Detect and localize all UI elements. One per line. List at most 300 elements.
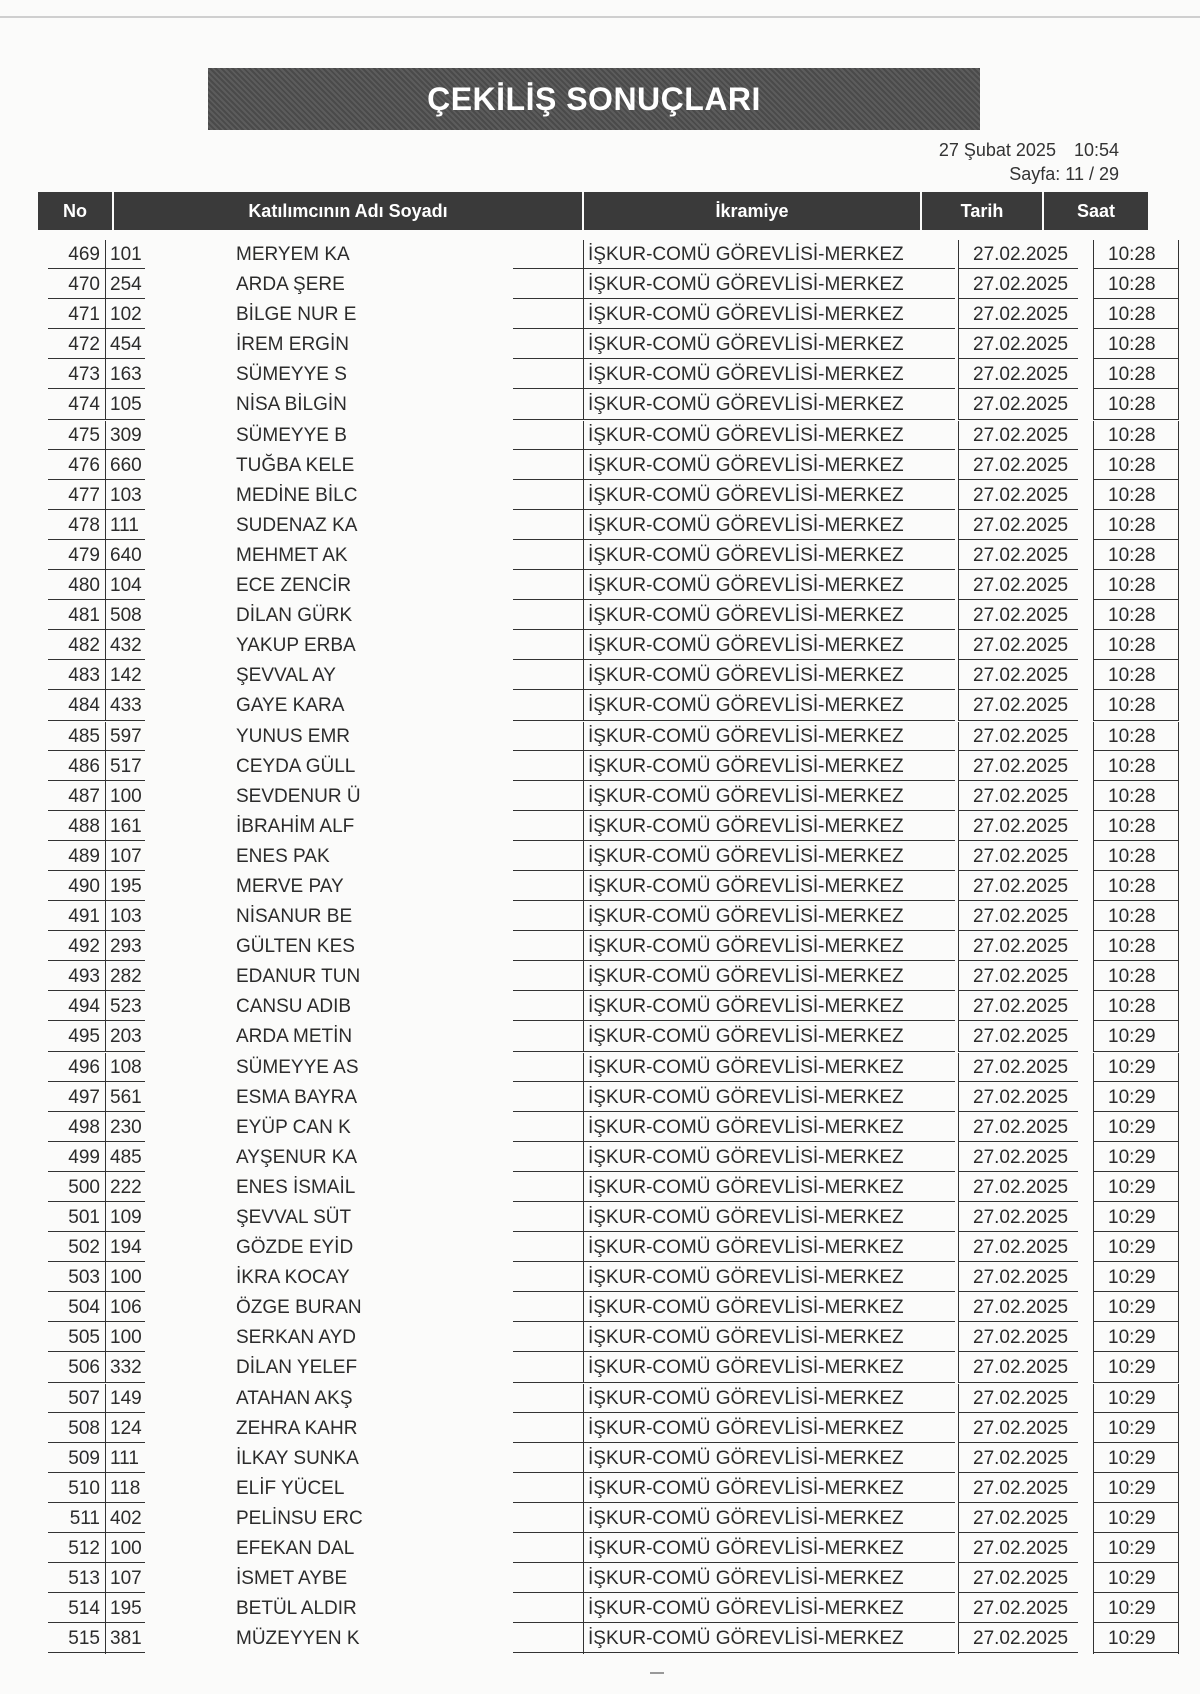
row-underline [583,960,955,961]
row-id: 106 [105,1293,146,1323]
row-name: PELİNSU ERC [236,1507,363,1529]
row-underline [958,1111,1078,1112]
row-prize: İŞKUR-COMÜ GÖREVLİSİ-MERKEZ [583,1594,958,1624]
row-underline [583,750,955,751]
row-prize: İŞKUR-COMÜ GÖREVLİSİ-MERKEZ [583,390,958,420]
row-no: 487 [68,785,100,807]
row-underline [105,1622,145,1623]
row-underline [583,1111,955,1112]
row-underline [583,810,955,811]
row-underline [48,720,106,721]
row-time: 10:28 [1093,842,1179,872]
row-underline [1093,930,1178,931]
row-date: 27.02.2025 [958,360,1093,390]
row-time: 10:29 [1093,1414,1179,1444]
row-underline [1093,780,1178,781]
row-no: 489 [68,845,100,867]
table-row [38,1594,1158,1624]
row-prize: İŞKUR-COMÜ GÖREVLİSİ-MERKEZ [583,1083,958,1113]
table-row [38,270,1158,300]
row-no: 480 [68,575,100,597]
row-name: CEYDA GÜLL [236,755,356,777]
table-row [38,1353,1158,1383]
table-row [38,1474,1158,1504]
row-underline [513,328,583,329]
row-prize: İŞKUR-COMÜ GÖREVLİSİ-MERKEZ [583,1534,958,1564]
row-id: 561 [105,1083,146,1113]
row-underline [105,1051,145,1052]
row-underline [958,479,1078,480]
row-underline [48,1412,106,1413]
row-underline [513,990,583,991]
row-no: 483 [68,665,100,687]
row-prize: İŞKUR-COMÜ GÖREVLİSİ-MERKEZ [583,360,958,390]
row-no: 488 [68,815,100,837]
row-underline [958,629,1078,630]
header-no-label: No [63,200,87,221]
table-row [38,1414,1158,1444]
row-underline [513,539,583,540]
row-prize: İŞKUR-COMÜ GÖREVLİSİ-MERKEZ [583,571,958,601]
row-underline [583,1652,955,1653]
row-name: SERKAN AYD [236,1327,357,1349]
row-time: 10:28 [1093,481,1179,511]
row-underline [513,810,583,811]
row-underline [583,1171,955,1172]
row-underline [513,629,583,630]
row-underline [105,479,145,480]
row-no: 506 [68,1357,100,1379]
row-underline [1093,750,1178,751]
row-date: 27.02.2025 [958,481,1093,511]
row-date: 27.02.2025 [958,1444,1093,1474]
row-underline [958,1020,1078,1021]
row-prize: İŞKUR-COMÜ GÖREVLİSİ-MERKEZ [583,992,958,1022]
row-no: 510 [68,1477,100,1499]
table-row [38,511,1158,541]
row-underline [583,900,955,901]
print-date: 27 Şubat 2025 [938,140,1056,160]
row-underline [48,539,106,540]
row-underline [1093,659,1178,660]
row-underline [48,388,106,389]
row-prize: İŞKUR-COMÜ GÖREVLİSİ-MERKEZ [583,932,958,962]
row-id: 103 [105,902,146,932]
row-underline [513,509,583,510]
row-underline [1093,1532,1178,1533]
row-underline [105,1081,145,1082]
row-name: AYŞENUR KA [236,1146,358,1168]
row-time: 10:28 [1093,421,1179,451]
row-underline [958,419,1078,420]
row-underline [513,1201,583,1202]
row-no: 492 [68,936,100,958]
row-prize: İŞKUR-COMÜ GÖREVLİSİ-MERKEZ [583,1624,958,1654]
table-row [38,992,1158,1022]
row-id: 100 [105,1323,146,1353]
row-underline [513,1502,583,1503]
row-id: 402 [105,1504,146,1534]
row-id: 100 [105,1263,146,1293]
row-name: MERYEM KA [236,244,350,265]
row-underline [1093,599,1178,600]
row-date: 27.02.2025 [958,1624,1093,1654]
row-underline [958,1412,1078,1413]
row-underline [513,720,583,721]
row-underline [48,960,106,961]
row-id: 149 [105,1384,146,1414]
row-underline [48,689,106,690]
row-no: 472 [68,334,100,356]
row-time: 10:29 [1093,1263,1179,1293]
row-underline [48,1291,106,1292]
row-underline [1093,1472,1178,1473]
row-date: 27.02.2025 [958,1203,1093,1233]
row-underline [105,388,145,389]
row-underline [105,599,145,600]
row-underline [958,810,1078,811]
table-row [38,390,1158,420]
row-no: 471 [68,304,100,326]
row-date: 27.02.2025 [958,812,1093,842]
row-underline [583,629,955,630]
row-underline [1093,358,1178,359]
row-id: 254 [105,270,146,300]
row-name: SÜMEYYE B [236,424,347,446]
row-underline [105,1502,145,1503]
row-underline [1093,1592,1178,1593]
row-underline [958,720,1078,721]
row-id: 309 [105,421,146,451]
row-underline [48,1020,106,1021]
row-underline [48,599,106,600]
row-prize: İŞKUR-COMÜ GÖREVLİSİ-MERKEZ [583,451,958,481]
row-date: 27.02.2025 [958,1594,1093,1624]
row-date: 27.02.2025 [958,1474,1093,1504]
row-underline [105,870,145,871]
row-no: 485 [68,725,100,747]
row-underline [105,720,145,721]
row-underline [513,1051,583,1052]
row-id: 102 [105,300,146,330]
row-underline [583,268,955,269]
row-underline [958,1562,1078,1563]
row-name: İKRA KOCAY [236,1267,350,1289]
row-prize: İŞKUR-COMÜ GÖREVLİSİ-MERKEZ [583,1263,958,1293]
row-underline [583,388,955,389]
row-time: 10:29 [1093,1534,1179,1564]
row-name: MEHMET AK [236,544,348,566]
row-underline [1093,388,1178,389]
row-underline [1093,449,1178,450]
row-underline [1093,1502,1178,1503]
row-no: 470 [68,274,100,296]
row-time: 10:29 [1093,1203,1179,1233]
header-prize [584,192,920,230]
row-underline [513,659,583,660]
row-name: İSMET AYBE [236,1568,348,1590]
row-time: 10:28 [1093,691,1179,721]
row-time: 10:29 [1093,1594,1179,1624]
row-underline [513,1592,583,1593]
row-underline [48,930,106,931]
row-date: 27.02.2025 [958,541,1093,571]
row-no: 503 [68,1267,100,1289]
table-row [38,421,1158,451]
row-underline [583,1622,955,1623]
row-prize: İŞKUR-COMÜ GÖREVLİSİ-MERKEZ [583,842,958,872]
row-time: 10:29 [1093,1564,1179,1594]
header-prize-label: İkramiye [715,200,789,221]
row-underline [105,1562,145,1563]
row-underline [105,1652,145,1653]
row-underline [105,689,145,690]
row-date: 27.02.2025 [958,1173,1093,1203]
row-underline [958,870,1078,871]
row-underline [513,689,583,690]
row-prize: İŞKUR-COMÜ GÖREVLİSİ-MERKEZ [583,1564,958,1594]
row-underline [105,1321,145,1322]
row-underline [105,509,145,510]
row-prize: İŞKUR-COMÜ GÖREVLİSİ-MERKEZ [583,872,958,902]
row-underline [583,1382,955,1383]
row-prize: İŞKUR-COMÜ GÖREVLİSİ-MERKEZ [583,691,958,721]
row-name: MERVE PAY [236,875,344,897]
row-id: 230 [105,1113,146,1143]
table-row [38,1444,1158,1474]
row-name: SÜMEYYE S [236,364,347,386]
row-underline [48,1382,106,1383]
row-time: 10:28 [1093,300,1179,330]
table-row [38,1233,1158,1263]
row-date: 27.02.2025 [958,1414,1093,1444]
row-name: GÜLTEN KES [236,936,355,958]
row-prize: İŞKUR-COMÜ GÖREVLİSİ-MERKEZ [583,1414,958,1444]
row-underline [583,1472,955,1473]
scan-edge-line [0,16,1200,18]
row-time: 10:28 [1093,330,1179,360]
row-underline [958,1051,1078,1052]
header-time [1044,192,1148,230]
row-underline [105,750,145,751]
row-underline [48,990,106,991]
row-underline [583,720,955,721]
row-id: 101 [105,240,146,270]
row-underline [105,1111,145,1112]
row-date: 27.02.2025 [958,902,1093,932]
row-underline [958,1442,1078,1443]
row-time: 10:28 [1093,661,1179,691]
table-row [38,330,1158,360]
row-prize: İŞKUR-COMÜ GÖREVLİSİ-MERKEZ [583,300,958,330]
row-underline [583,419,955,420]
row-id: 381 [105,1624,146,1654]
row-time: 10:29 [1093,1173,1179,1203]
row-name: ZEHRA KAHR [236,1417,358,1439]
print-meta [939,138,1119,186]
row-underline [513,1321,583,1322]
table-row [38,872,1158,902]
row-underline [583,689,955,690]
row-date: 27.02.2025 [958,390,1093,420]
row-underline [1093,1412,1178,1413]
row-underline [583,870,955,871]
row-date: 27.02.2025 [958,782,1093,812]
row-underline [1093,479,1178,480]
row-underline [958,960,1078,961]
row-underline [513,870,583,871]
row-underline [513,1141,583,1142]
row-underline [513,358,583,359]
row-underline [1093,900,1178,901]
row-date: 27.02.2025 [958,752,1093,782]
row-id: 118 [105,1474,146,1504]
row-underline [958,1472,1078,1473]
header-date-label: Tarih [960,200,1004,221]
row-underline [583,990,955,991]
row-underline [1093,539,1178,540]
row-underline [105,780,145,781]
table-row [38,1384,1158,1414]
row-no: 502 [68,1237,100,1259]
row-name: ATAHAN AKŞ [236,1387,353,1409]
row-underline [1093,1652,1178,1653]
row-underline [48,1231,106,1232]
row-underline [513,930,583,931]
row-time: 10:29 [1093,1353,1179,1383]
row-underline [958,840,1078,841]
row-no: 511 [69,1507,100,1529]
row-underline [583,1291,955,1292]
row-time: 10:28 [1093,932,1179,962]
table-row [38,691,1158,721]
row-underline [48,358,106,359]
row-underline [513,1382,583,1383]
row-date: 27.02.2025 [958,511,1093,541]
table-row [38,1173,1158,1203]
row-id: 660 [105,451,146,481]
row-underline [958,1261,1078,1262]
row-date: 27.02.2025 [958,992,1093,1022]
row-id: 195 [105,872,146,902]
row-time: 10:28 [1093,390,1179,420]
row-underline [513,1532,583,1533]
row-id: 142 [105,661,146,691]
row-name: MÜZEYYEN K [236,1628,360,1650]
header-date [922,192,1042,230]
row-underline [958,509,1078,510]
row-underline [513,1472,583,1473]
row-underline [583,1502,955,1503]
row-prize: İŞKUR-COMÜ GÖREVLİSİ-MERKEZ [583,1203,958,1233]
row-underline [1093,419,1178,420]
row-time: 10:28 [1093,631,1179,661]
row-prize: İŞKUR-COMÜ GÖREVLİSİ-MERKEZ [583,1143,958,1173]
row-underline [1093,328,1178,329]
row-underline [958,1622,1078,1623]
row-underline [513,1081,583,1082]
row-underline [1093,1351,1178,1352]
table-row [38,1564,1158,1594]
row-underline [513,268,583,269]
row-underline [48,1321,106,1322]
row-underline [48,1171,106,1172]
row-time: 10:29 [1093,1384,1179,1414]
row-prize: İŞKUR-COMÜ GÖREVLİSİ-MERKEZ [583,962,958,992]
table-row [38,240,1158,270]
row-underline [48,449,106,450]
row-underline [1093,1141,1178,1142]
row-underline [583,479,955,480]
row-underline [48,328,106,329]
row-underline [583,1261,955,1262]
row-name: YAKUP ERBA [236,635,356,657]
row-id: 163 [105,360,146,390]
row-time: 10:28 [1093,571,1179,601]
row-id: 508 [105,601,146,631]
row-underline [1093,1321,1178,1322]
row-prize: İŞKUR-COMÜ GÖREVLİSİ-MERKEZ [583,661,958,691]
table-row [38,661,1158,691]
row-underline [513,1412,583,1413]
row-prize: İŞKUR-COMÜ GÖREVLİSİ-MERKEZ [583,330,958,360]
row-underline [1093,1051,1178,1052]
row-underline [958,1081,1078,1082]
row-underline [513,1442,583,1443]
row-underline [1093,629,1178,630]
table-row [38,752,1158,782]
row-underline [48,750,106,751]
row-underline [105,1442,145,1443]
row-time: 10:29 [1093,1624,1179,1654]
row-no: 497 [68,1086,100,1108]
title-banner [208,68,980,130]
table-row [38,1083,1158,1113]
row-underline [48,1472,106,1473]
row-underline [958,750,1078,751]
row-underline [1093,870,1178,871]
row-time: 10:29 [1093,1113,1179,1143]
row-underline [583,1442,955,1443]
row-no: 474 [68,394,100,416]
row-underline [105,960,145,961]
row-time: 10:29 [1093,1083,1179,1113]
row-name: GAYE KARA [236,695,345,717]
row-underline [513,1231,583,1232]
row-underline [105,629,145,630]
row-underline [48,569,106,570]
row-id: 104 [105,571,146,601]
row-underline [513,750,583,751]
row-id: 597 [105,722,146,752]
row-underline [1093,298,1178,299]
row-underline [105,268,145,269]
row-name: BETÜL ALDIR [236,1598,357,1620]
row-underline [1093,1382,1178,1383]
row-name: EDANUR TUN [236,966,361,988]
row-underline [958,328,1078,329]
row-underline [48,1111,106,1112]
row-date: 27.02.2025 [958,872,1093,902]
row-id: 485 [105,1143,146,1173]
row-underline [958,689,1078,690]
row-underline [48,810,106,811]
row-underline [958,1291,1078,1292]
row-underline [958,599,1078,600]
row-id: 195 [105,1594,146,1624]
table-row [38,1323,1158,1353]
row-underline [583,840,955,841]
